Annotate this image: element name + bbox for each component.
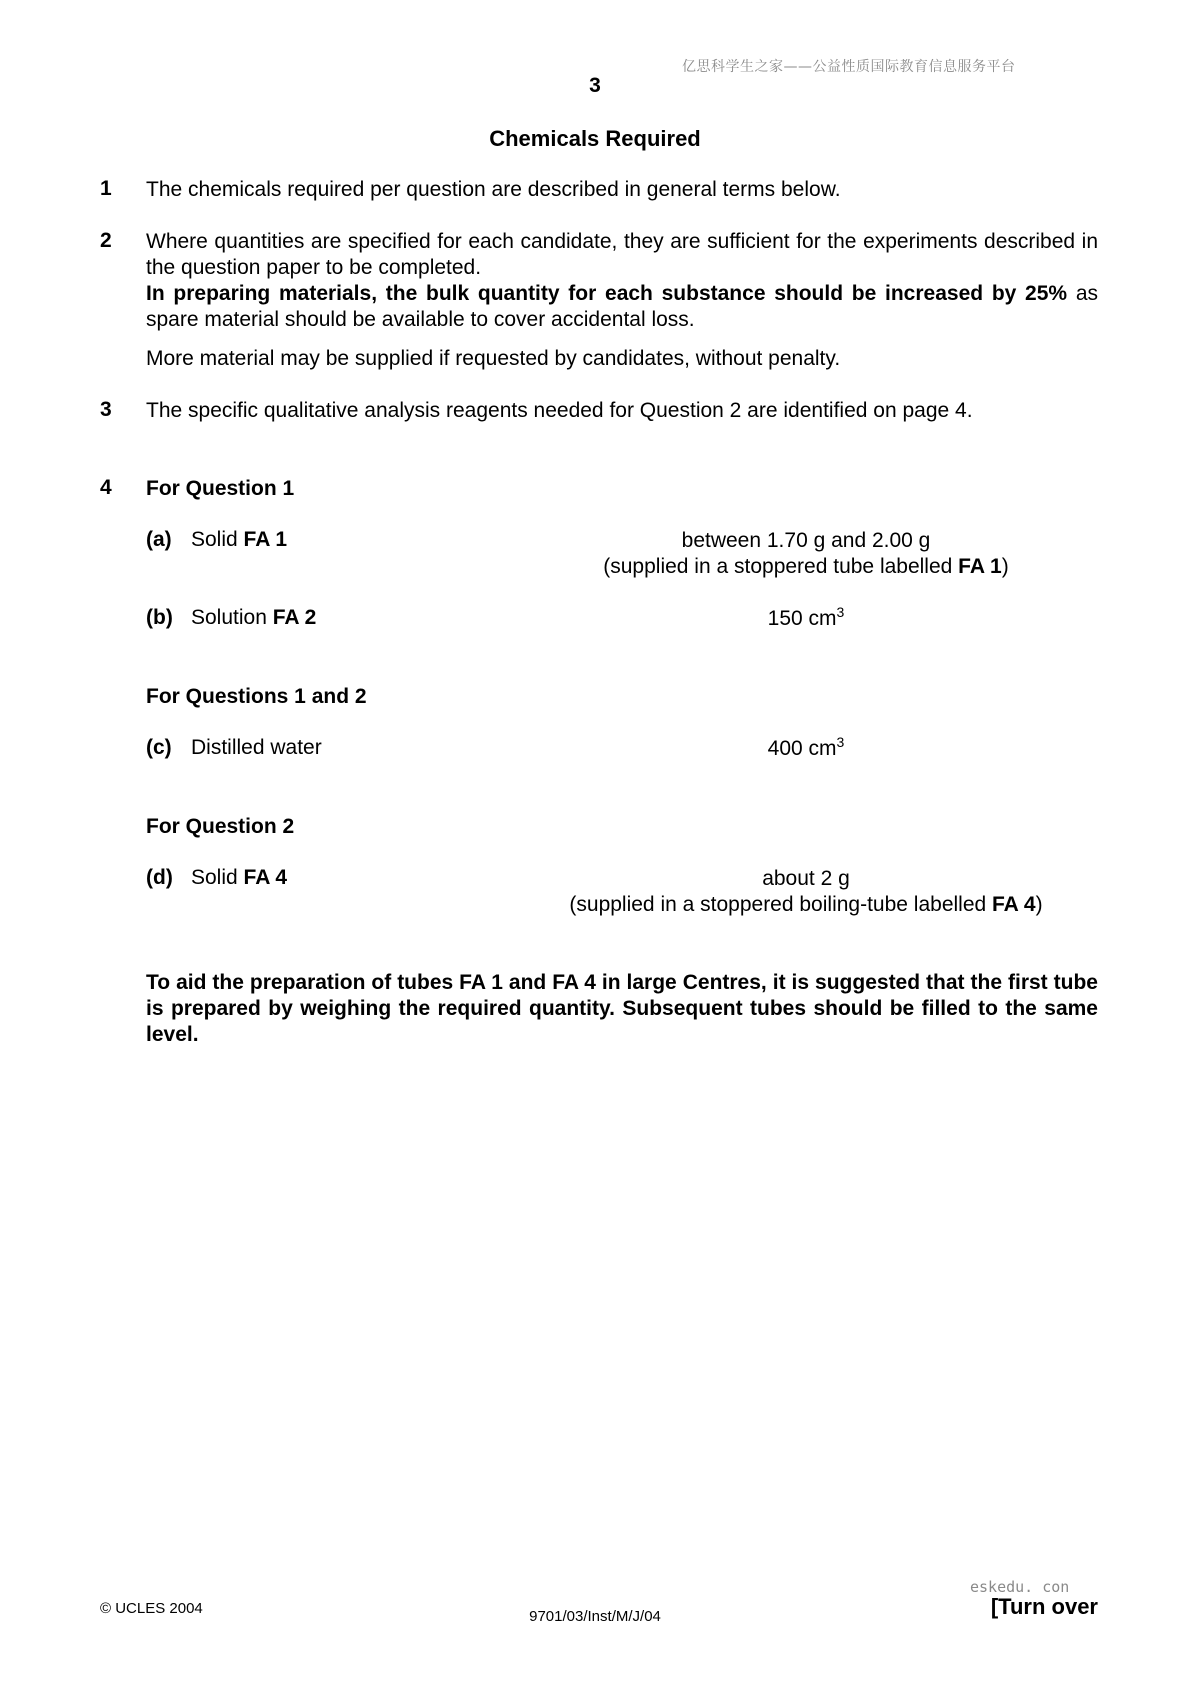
watermark-header: 亿思科学生之家——公益性质国际教育信息服务平台 [682,59,1016,75]
sub-b-prefix: Solution [191,606,273,629]
amount-a [520,528,1092,580]
section-title: Chemicals Required [489,126,701,151]
item-number-3: 3 [100,398,112,421]
item-number-4: 4 [100,476,112,499]
sub-a-prefix: Solid [191,528,244,551]
amount-a-value: between 1.70 g and 2.00 g [681,529,931,552]
sub-text-a [191,528,287,552]
item-2-bulk-note [146,281,1098,333]
sub-b-name: FA 2 [272,606,317,629]
item-number-1: 1 [100,177,112,200]
amount-d-note-pre: (supplied in a stoppered boiling-tube labelled [569,893,993,916]
sub-a-name: FA 1 [243,528,288,551]
item-2-extra: More material may be supplied if requested by candidates, without penalty. [146,347,841,370]
turn-over: [Turn over [990,1594,1098,1619]
amount-d-note-bold: FA 4 [992,893,1036,916]
item-text-1: The chemicals required per question are described in general terms below. [146,178,841,201]
document-code: 9701/03/Inst/M/J/04 [529,1608,661,1625]
sub-label-c: (c) [146,736,172,759]
amount-c [520,736,1092,762]
amount-d [520,866,1092,918]
amount-b-sup: 3 [836,604,845,620]
amount-d-note-post: ) [1035,893,1043,916]
amount-c-value: 400 cm [767,737,837,760]
preparation-advice: To aid the preparation of tubes FA 1 and FA 4 in large Centres, it is suggested that the first tube is prepared by weighing the required quantity. Subsequent tubes should be filled to the same level. [146,971,1098,1046]
copyright: © UCLES 2004 [100,1600,203,1617]
heading-questions-1-2: For Questions 1 and 2 [146,685,367,708]
item-2-line1: Where quantities are specified for each candidate, they are sufficient for the experiments described in the question paper to be completed. [146,230,1098,279]
amount-a-note-post: ) [1001,555,1009,578]
watermark-footer: eskedu. con [970,1578,1070,1596]
sub-label-d: (d) [146,866,173,889]
item-2-rest: as spare material should be available to cover accidental loss. [146,282,1099,331]
amount-b [520,606,1092,632]
sub-text-d [191,866,287,890]
sub-label-a: (a) [146,528,172,551]
sub-text-b [191,606,316,630]
sub-d-prefix: Solid [191,866,244,889]
heading-question-2: For Question 2 [146,815,295,838]
item-number-2: 2 [100,229,112,252]
page-number: 3 [589,74,601,97]
sub-label-b: (b) [146,606,173,629]
amount-a-note [520,554,1092,580]
amount-c-sup: 3 [836,734,845,750]
heading-question-1: For Question 1 [146,477,295,500]
amount-a-note-pre: (supplied in a stoppered tube labelled [603,555,959,578]
amount-a-note-bold: FA 1 [958,555,1002,578]
item-2-bold: In preparing materials, the bulk quantity for each substance should be increased by 25% [146,282,1068,305]
sub-text-c: Distilled water [191,736,322,759]
amount-d-note [520,892,1092,918]
amount-b-value: 150 cm [767,607,837,630]
item-text-3: The specific qualitative analysis reagents needed for Question 2 are identified on page 4. [146,399,973,422]
sub-d-name: FA 4 [243,866,288,889]
item-text-2 [146,229,1098,333]
amount-d-value: about 2 g [762,867,850,890]
